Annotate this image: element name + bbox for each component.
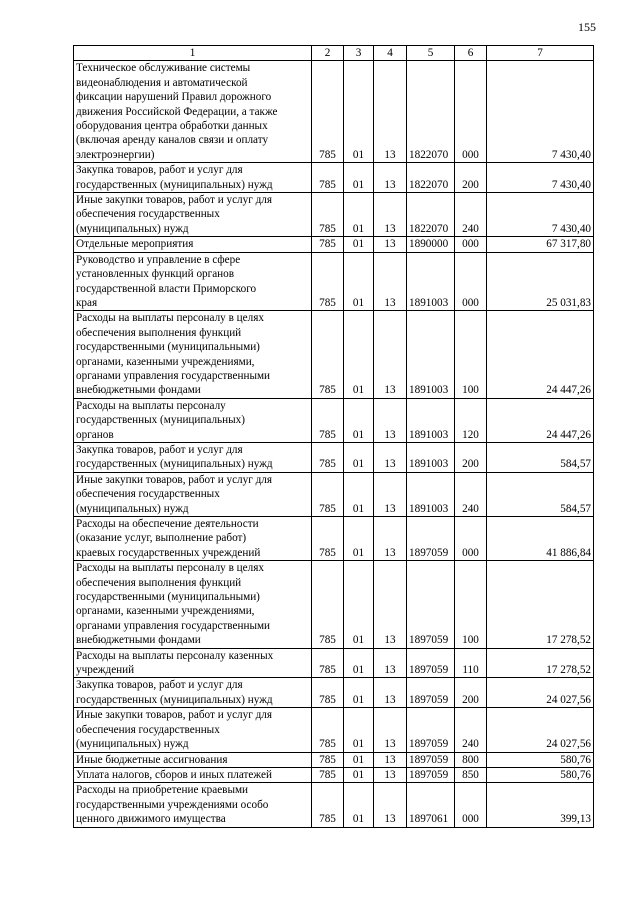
target-article-code: 1891003 — [407, 442, 455, 472]
ministry-code: 785 — [312, 442, 344, 472]
table-row — [74, 648, 594, 678]
section-code: 01 — [344, 442, 374, 472]
amount: 7 430,40 — [487, 163, 594, 193]
expense-type-code: 000 — [455, 237, 487, 252]
amount: 7 430,40 — [487, 61, 594, 163]
subsection-code: 13 — [374, 311, 407, 398]
row-description: Закупка товаров, работ и услуг для государственных (муниципальных) нужд — [74, 163, 312, 193]
amount: 25 031,83 — [487, 252, 594, 311]
amount: 24 447,26 — [487, 311, 594, 398]
ministry-code: 785 — [312, 472, 344, 516]
target-article-code: 1897059 — [407, 708, 455, 752]
budget-table — [73, 45, 594, 828]
subsection-code: 13 — [374, 561, 407, 648]
column-header: 4 — [374, 46, 407, 61]
subsection-code: 13 — [374, 237, 407, 252]
row-description: Расходы на выплаты персоналу государственных (муниципальных) органов — [74, 398, 312, 442]
row-description: Иные закупки товаров, работ и услуг для обеспечения государственных (муниципальных) нужд — [74, 708, 312, 752]
table-row — [74, 752, 594, 767]
target-article-code: 1891003 — [407, 252, 455, 311]
ministry-code: 785 — [312, 517, 344, 561]
expense-type-code: 240 — [455, 708, 487, 752]
section-code: 01 — [344, 561, 374, 648]
amount: 580,76 — [487, 767, 594, 782]
row-description: Иные закупки товаров, работ и услуг для обеспечения государственных (муниципальных) нужд — [74, 193, 312, 237]
amount: 67 317,80 — [487, 237, 594, 252]
subsection-code: 13 — [374, 708, 407, 752]
amount: 24 027,56 — [487, 708, 594, 752]
subsection-code: 13 — [374, 783, 407, 827]
column-header: 5 — [407, 46, 455, 61]
table-row — [74, 442, 594, 472]
amount: 7 430,40 — [487, 193, 594, 237]
expense-type-code: 240 — [455, 472, 487, 516]
expense-type-code: 200 — [455, 163, 487, 193]
ministry-code: 785 — [312, 237, 344, 252]
target-article-code: 1890000 — [407, 237, 455, 252]
amount: 584,57 — [487, 442, 594, 472]
subsection-code: 13 — [374, 767, 407, 782]
section-code: 01 — [344, 517, 374, 561]
section-code: 01 — [344, 767, 374, 782]
expense-type-code: 850 — [455, 767, 487, 782]
section-code: 01 — [344, 752, 374, 767]
section-code: 01 — [344, 708, 374, 752]
target-article-code: 1897061 — [407, 783, 455, 827]
ministry-code: 785 — [312, 193, 344, 237]
target-article-code: 1822070 — [407, 163, 455, 193]
subsection-code: 13 — [374, 517, 407, 561]
section-code: 01 — [344, 678, 374, 708]
table-row — [74, 561, 594, 648]
expense-type-code: 100 — [455, 561, 487, 648]
target-article-code: 1891003 — [407, 472, 455, 516]
section-code: 01 — [344, 648, 374, 678]
header-row — [74, 46, 594, 61]
row-description: Закупка товаров, работ и услуг для государственных (муниципальных) нужд — [74, 442, 312, 472]
subsection-code: 13 — [374, 648, 407, 678]
section-code: 01 — [344, 252, 374, 311]
ministry-code: 785 — [312, 252, 344, 311]
row-description: Отдельные мероприятия — [74, 237, 312, 252]
ministry-code: 785 — [312, 561, 344, 648]
target-article-code: 1891003 — [407, 398, 455, 442]
target-article-code: 1897059 — [407, 678, 455, 708]
target-article-code: 1897059 — [407, 517, 455, 561]
expense-type-code: 100 — [455, 311, 487, 398]
section-code: 01 — [344, 783, 374, 827]
amount: 24 447,26 — [487, 398, 594, 442]
target-article-code: 1897059 — [407, 767, 455, 782]
subsection-code: 13 — [374, 678, 407, 708]
section-code: 01 — [344, 311, 374, 398]
table-row — [74, 767, 594, 782]
row-description: Расходы на выплаты персоналу казенных учреждений — [74, 648, 312, 678]
ministry-code: 785 — [312, 398, 344, 442]
table-row — [74, 398, 594, 442]
amount: 41 886,84 — [487, 517, 594, 561]
row-description: Уплата налогов, сборов и иных платежей — [74, 767, 312, 782]
amount: 580,76 — [487, 752, 594, 767]
column-header: 2 — [312, 46, 344, 61]
target-article-code: 1897059 — [407, 561, 455, 648]
row-description: Техническое обслуживание системы видеонаблюдения и автоматической фиксации нарушений Правил дорожного движения Российской Федерации, а также оборудования центра обработки данных (включая аренду каналов связи и оплату электроэнергии) — [74, 61, 312, 163]
subsection-code: 13 — [374, 398, 407, 442]
subsection-code: 13 — [374, 61, 407, 163]
table-row — [74, 193, 594, 237]
section-code: 01 — [344, 163, 374, 193]
expense-type-code: 120 — [455, 398, 487, 442]
section-code: 01 — [344, 398, 374, 442]
ministry-code: 785 — [312, 708, 344, 752]
target-article-code: 1891003 — [407, 311, 455, 398]
expense-type-code: 200 — [455, 442, 487, 472]
target-article-code: 1897059 — [407, 648, 455, 678]
amount: 399,13 — [487, 783, 594, 827]
row-description: Иные бюджетные ассигнования — [74, 752, 312, 767]
amount: 17 278,52 — [487, 561, 594, 648]
row-description: Руководство и управление в сфере установленных функций органов государственной власти Приморского края — [74, 252, 312, 311]
expense-type-code: 200 — [455, 678, 487, 708]
target-article-code: 1897059 — [407, 752, 455, 767]
row-description: Закупка товаров, работ и услуг для государственных (муниципальных) нужд — [74, 678, 312, 708]
subsection-code: 13 — [374, 442, 407, 472]
expense-type-code: 000 — [455, 517, 487, 561]
amount: 17 278,52 — [487, 648, 594, 678]
row-description: Расходы на выплаты персоналу в целях обеспечения выполнения функций государственными (муниципальными) органами, казенными учреждениями, органами управления государственными внебюджетными фондами — [74, 311, 312, 398]
column-header: 7 — [487, 46, 594, 61]
row-description: Расходы на выплаты персоналу в целях обеспечения выполнения функций государственными (муниципальными) органами, казенными учреждениями, органами управления государственными внебюджетными фондами — [74, 561, 312, 648]
section-code: 01 — [344, 237, 374, 252]
page-number: 155 — [578, 20, 596, 34]
ministry-code: 785 — [312, 783, 344, 827]
expense-type-code: 000 — [455, 61, 487, 163]
table-row — [74, 163, 594, 193]
ministry-code: 785 — [312, 767, 344, 782]
amount: 24 027,56 — [487, 678, 594, 708]
subsection-code: 13 — [374, 472, 407, 516]
row-description: Расходы на обеспечение деятельности (оказание услуг, выполнение работ) краевых государственных учреждений — [74, 517, 312, 561]
row-description: Расходы на приобретение краевыми государственными учреждениями особо ценного движимого имущества — [74, 783, 312, 827]
ministry-code: 785 — [312, 648, 344, 678]
section-code: 01 — [344, 472, 374, 516]
subsection-code: 13 — [374, 163, 407, 193]
subsection-code: 13 — [374, 252, 407, 311]
table-row — [74, 237, 594, 252]
target-article-code: 1822070 — [407, 193, 455, 237]
section-code: 01 — [344, 193, 374, 237]
table-row — [74, 252, 594, 311]
table-row — [74, 517, 594, 561]
target-article-code: 1822070 — [407, 61, 455, 163]
ministry-code: 785 — [312, 752, 344, 767]
subsection-code: 13 — [374, 193, 407, 237]
table-row — [74, 708, 594, 752]
expense-type-code: 000 — [455, 252, 487, 311]
row-description: Иные закупки товаров, работ и услуг для обеспечения государственных (муниципальных) нужд — [74, 472, 312, 516]
column-header: 6 — [455, 46, 487, 61]
expense-type-code: 110 — [455, 648, 487, 678]
subsection-code: 13 — [374, 752, 407, 767]
column-header: 1 — [74, 46, 312, 61]
table-row — [74, 678, 594, 708]
expense-type-code: 800 — [455, 752, 487, 767]
table-row — [74, 311, 594, 398]
amount: 584,57 — [487, 472, 594, 516]
ministry-code: 785 — [312, 163, 344, 193]
ministry-code: 785 — [312, 678, 344, 708]
table-row — [74, 783, 594, 827]
ministry-code: 785 — [312, 61, 344, 163]
column-header: 3 — [344, 46, 374, 61]
table-row — [74, 61, 594, 163]
expense-type-code: 000 — [455, 783, 487, 827]
ministry-code: 785 — [312, 311, 344, 398]
table-row — [74, 472, 594, 516]
expense-type-code: 240 — [455, 193, 487, 237]
section-code: 01 — [344, 61, 374, 163]
